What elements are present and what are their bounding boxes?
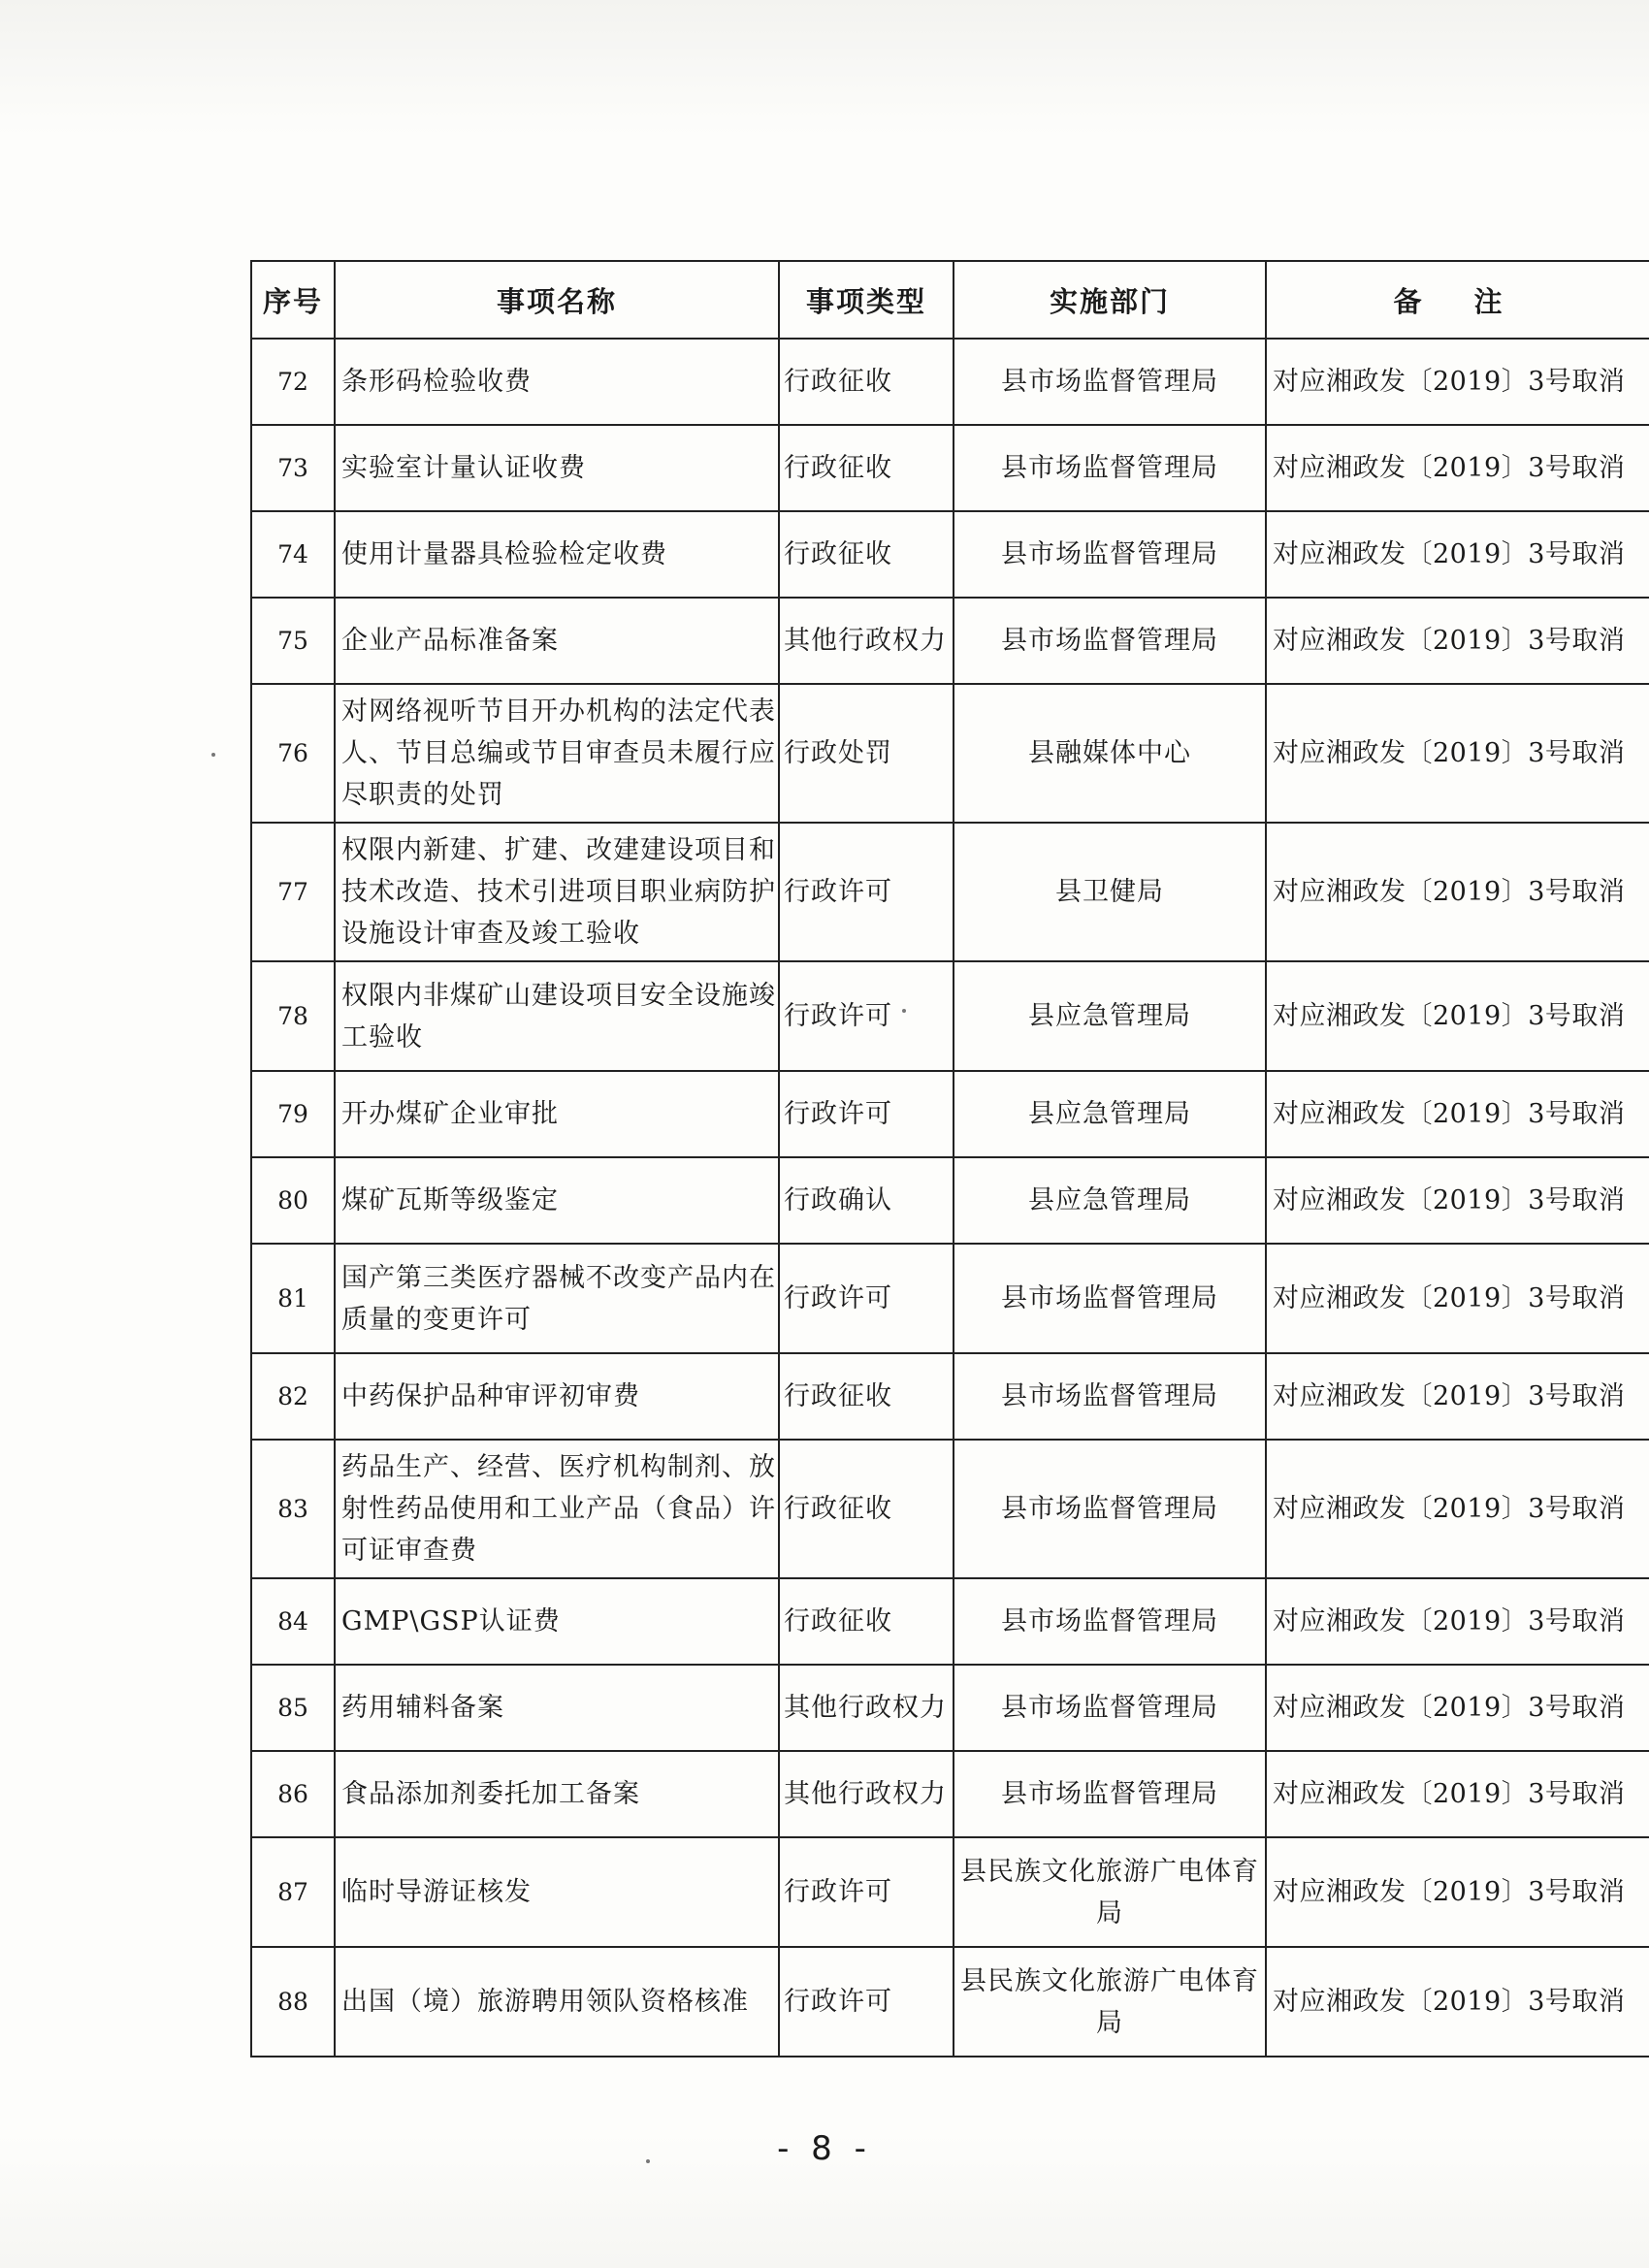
row-dept: 县市场监督管理局 — [954, 1665, 1266, 1751]
row-dept: 县市场监督管理局 — [954, 598, 1266, 684]
row-name: 企业产品标准备案 — [335, 598, 779, 684]
row-name: 出国（境）旅游聘用领队资格核准 — [335, 1947, 779, 2057]
row-note: 对应湘政发〔2019〕3号取消 — [1266, 425, 1649, 511]
row-no: 83 — [251, 1440, 335, 1578]
row-no: 78 — [251, 961, 335, 1071]
table-row — [251, 1665, 1649, 1751]
row-no: 76 — [251, 684, 335, 823]
header-name: 事项名称 — [335, 261, 779, 339]
row-type: 行政许可 — [779, 1947, 954, 2057]
row-no: 79 — [251, 1071, 335, 1157]
row-note: 对应湘政发〔2019〕3号取消 — [1266, 1157, 1649, 1244]
row-type: 行政确认 — [779, 1157, 954, 1244]
table-row — [251, 1751, 1649, 1837]
scan-speck — [902, 1009, 906, 1013]
table-row — [251, 1071, 1649, 1157]
row-note: 对应湘政发〔2019〕3号取消 — [1266, 1665, 1649, 1751]
row-name: 权限内新建、扩建、改建建设项目和技术改造、技术引进项目职业病防护设施设计审查及竣工验收 — [335, 823, 779, 961]
row-name: 食品添加剂委托加工备案 — [335, 1751, 779, 1837]
row-name: 药用辅料备案 — [335, 1665, 779, 1751]
row-note: 对应湘政发〔2019〕3号取消 — [1266, 1837, 1649, 1947]
row-no: 72 — [251, 339, 335, 425]
row-dept: 县市场监督管理局 — [954, 1578, 1266, 1665]
row-dept: 县融媒体中心 — [954, 684, 1266, 823]
row-name: 条形码检验收费 — [335, 339, 779, 425]
row-name: GMP\GSP认证费 — [335, 1578, 779, 1665]
table-row — [251, 1578, 1649, 1665]
row-dept: 县应急管理局 — [954, 961, 1266, 1071]
table-row — [251, 961, 1649, 1071]
row-no: 88 — [251, 1947, 335, 2057]
header-no: 序号 — [251, 261, 335, 339]
row-type: 行政征收 — [779, 339, 954, 425]
row-name: 中药保护品种审评初审费 — [335, 1353, 779, 1440]
table-row — [251, 511, 1649, 598]
header-note: 备 注 — [1266, 261, 1649, 339]
row-dept: 县市场监督管理局 — [954, 1353, 1266, 1440]
header-type: 事项类型 — [779, 261, 954, 339]
scan-speck — [211, 753, 215, 757]
row-no: 82 — [251, 1353, 335, 1440]
row-name: 国产第三类医疗器械不改变产品内在质量的变更许可 — [335, 1244, 779, 1353]
row-name: 实验室计量认证收费 — [335, 425, 779, 511]
row-no: 86 — [251, 1751, 335, 1837]
header-dept: 实施部门 — [954, 261, 1266, 339]
row-type: 行政处罚 — [779, 684, 954, 823]
matters-table — [250, 260, 1649, 2057]
row-dept: 县市场监督管理局 — [954, 1440, 1266, 1578]
row-type: 行政许可 — [779, 1071, 954, 1157]
row-name: 对网络视听节目开办机构的法定代表人、节目总编或节目审查员未履行应尽职责的处罚 — [335, 684, 779, 823]
row-note: 对应湘政发〔2019〕3号取消 — [1266, 1353, 1649, 1440]
scan-speck — [646, 2159, 650, 2163]
row-no: 75 — [251, 598, 335, 684]
table-row — [251, 684, 1649, 823]
table-row — [251, 823, 1649, 961]
row-dept: 县应急管理局 — [954, 1071, 1266, 1157]
row-note: 对应湘政发〔2019〕3号取消 — [1266, 823, 1649, 961]
page-number: - 8 - — [777, 2129, 872, 2168]
row-type: 其他行政权力 — [779, 1751, 954, 1837]
row-note: 对应湘政发〔2019〕3号取消 — [1266, 1071, 1649, 1157]
row-name: 煤矿瓦斯等级鉴定 — [335, 1157, 779, 1244]
row-no: 73 — [251, 425, 335, 511]
table-row — [251, 1157, 1649, 1244]
table-row — [251, 1244, 1649, 1353]
row-type: 行政征收 — [779, 1578, 954, 1665]
table-row — [251, 425, 1649, 511]
row-note: 对应湘政发〔2019〕3号取消 — [1266, 1751, 1649, 1837]
row-note: 对应湘政发〔2019〕3号取消 — [1266, 1244, 1649, 1353]
table-row — [251, 598, 1649, 684]
table-row — [251, 1353, 1649, 1440]
row-type: 行政征收 — [779, 1353, 954, 1440]
row-type: 行政征收 — [779, 511, 954, 598]
row-note: 对应湘政发〔2019〕3号取消 — [1266, 339, 1649, 425]
row-no: 85 — [251, 1665, 335, 1751]
row-dept: 县市场监督管理局 — [954, 511, 1266, 598]
table-row — [251, 1947, 1649, 2057]
row-note: 对应湘政发〔2019〕3号取消 — [1266, 961, 1649, 1071]
row-type: 其他行政权力 — [779, 598, 954, 684]
row-no: 84 — [251, 1578, 335, 1665]
row-note: 对应湘政发〔2019〕3号取消 — [1266, 1947, 1649, 2057]
row-dept: 县市场监督管理局 — [954, 1244, 1266, 1353]
row-name: 药品生产、经营、医疗机构制剂、放射性药品使用和工业产品（食品）许可证审查费 — [335, 1440, 779, 1578]
row-dept: 县民族文化旅游广电体育局 — [954, 1947, 1266, 2057]
row-type: 行政许可 — [779, 1244, 954, 1353]
row-note: 对应湘政发〔2019〕3号取消 — [1266, 511, 1649, 598]
row-note: 对应湘政发〔2019〕3号取消 — [1266, 1578, 1649, 1665]
matters-table-container — [250, 260, 1649, 2057]
row-dept: 县市场监督管理局 — [954, 1751, 1266, 1837]
row-no: 81 — [251, 1244, 335, 1353]
table-row — [251, 339, 1649, 425]
row-type: 行政征收 — [779, 425, 954, 511]
row-name: 临时导游证核发 — [335, 1837, 779, 1947]
table-row — [251, 1837, 1649, 1947]
row-type: 行政许可 — [779, 823, 954, 961]
row-dept: 县市场监督管理局 — [954, 425, 1266, 511]
row-no: 77 — [251, 823, 335, 961]
row-note: 对应湘政发〔2019〕3号取消 — [1266, 598, 1649, 684]
row-name: 权限内非煤矿山建设项目安全设施竣工验收 — [335, 961, 779, 1071]
row-dept: 县应急管理局 — [954, 1157, 1266, 1244]
row-type: 行政征收 — [779, 1440, 954, 1578]
row-type: 其他行政权力 — [779, 1665, 954, 1751]
row-name: 开办煤矿企业审批 — [335, 1071, 779, 1157]
row-type: 行政许可 — [779, 1837, 954, 1947]
row-dept: 县市场监督管理局 — [954, 339, 1266, 425]
row-no: 87 — [251, 1837, 335, 1947]
row-note: 对应湘政发〔2019〕3号取消 — [1266, 684, 1649, 823]
table-header-row — [251, 261, 1649, 339]
row-name: 使用计量器具检验检定收费 — [335, 511, 779, 598]
table-row — [251, 1440, 1649, 1578]
row-type: 行政许可 — [779, 961, 954, 1071]
row-dept: 县卫健局 — [954, 823, 1266, 961]
row-note: 对应湘政发〔2019〕3号取消 — [1266, 1440, 1649, 1578]
row-no: 80 — [251, 1157, 335, 1244]
row-no: 74 — [251, 511, 335, 598]
row-dept: 县民族文化旅游广电体育局 — [954, 1837, 1266, 1947]
